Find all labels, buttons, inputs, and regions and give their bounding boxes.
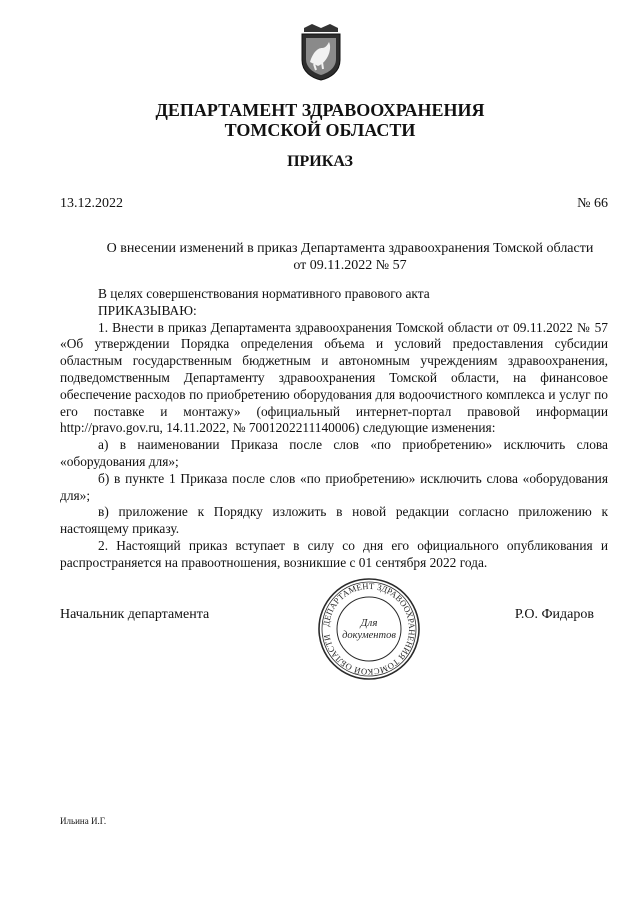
document-date: 13.12.2022 xyxy=(60,196,123,211)
clause-1a: а) в наименовании Приказа после слов «по приобретению» исключить слова «оборудования для»; xyxy=(60,437,608,469)
preamble: В целях совершенствования нормативного правового акта xyxy=(98,286,430,301)
signatory-name: Р.О. Фидаров xyxy=(514,607,594,622)
document-subject xyxy=(60,240,640,274)
document-body xyxy=(60,286,608,572)
document-number: № 66 xyxy=(577,196,608,211)
coat-of-arms-icon xyxy=(298,22,344,82)
subject-line2: от 09.11.2022 № 57 xyxy=(293,258,407,273)
clause-1c: в) приложение к Порядку изложить в новой редакции согласно приложению к настоящему приказу. xyxy=(60,504,608,537)
org-name-line1: ДЕПАРТАМЕНТ ЗДРАВООХРАНЕНИЯ xyxy=(155,100,485,120)
order-heading: ПРИКАЗЫВАЮ: xyxy=(98,302,197,318)
subject-line1: О внесении изменений в приказ Департамента здравоохранения Томской области xyxy=(106,241,594,256)
executor-name: Ильина И.Г. xyxy=(60,816,107,826)
clause-2: 2. Настоящий приказ вступает в силу со дня его официального опубликования и распространяется на правоотношения, возникшие с 01 сентября 2022 года. xyxy=(60,537,608,570)
org-name-line2: ТОМСКОЙ ОБЛАСТИ xyxy=(224,120,416,140)
clause-1b: б) в пункте 1 Приказа после слов «по приобретению» исключить слова «оборудования для»; xyxy=(60,470,608,503)
document-type: ПРИКАЗ xyxy=(287,153,353,170)
stamp-center-line2: документов xyxy=(342,630,396,641)
stamp-ring-text: ДЕПАРТАМЕНТ ЗДРАВООХРАНЕНИЯ ТОМСКОЙ ОБЛАСТИ xyxy=(320,580,418,678)
clause-1: 1. Внести в приказ Департамента здравоохранения Томской области от 09.11.2022 № 57 «Об утверждении Порядка определения объема и условий предоставления субсидии областным государственным бюджетным и автономным учреждениям здравоохранения, подведомственным Департаменту здравоохранения Томской области, на финансовое обеспечение расходов по приобретению оборудования для водоочистного комплекса и услуг по его поставке и монтажу» (официальный интернет-портал правовой информации http://pravo.gov.ru, 14.11.2022, № 7001202211140006) следующие изменения: xyxy=(60,319,608,436)
signatory-position: Начальник департамента xyxy=(60,607,210,622)
official-stamp xyxy=(316,576,422,682)
stamp-center-line1: Для xyxy=(360,617,378,629)
